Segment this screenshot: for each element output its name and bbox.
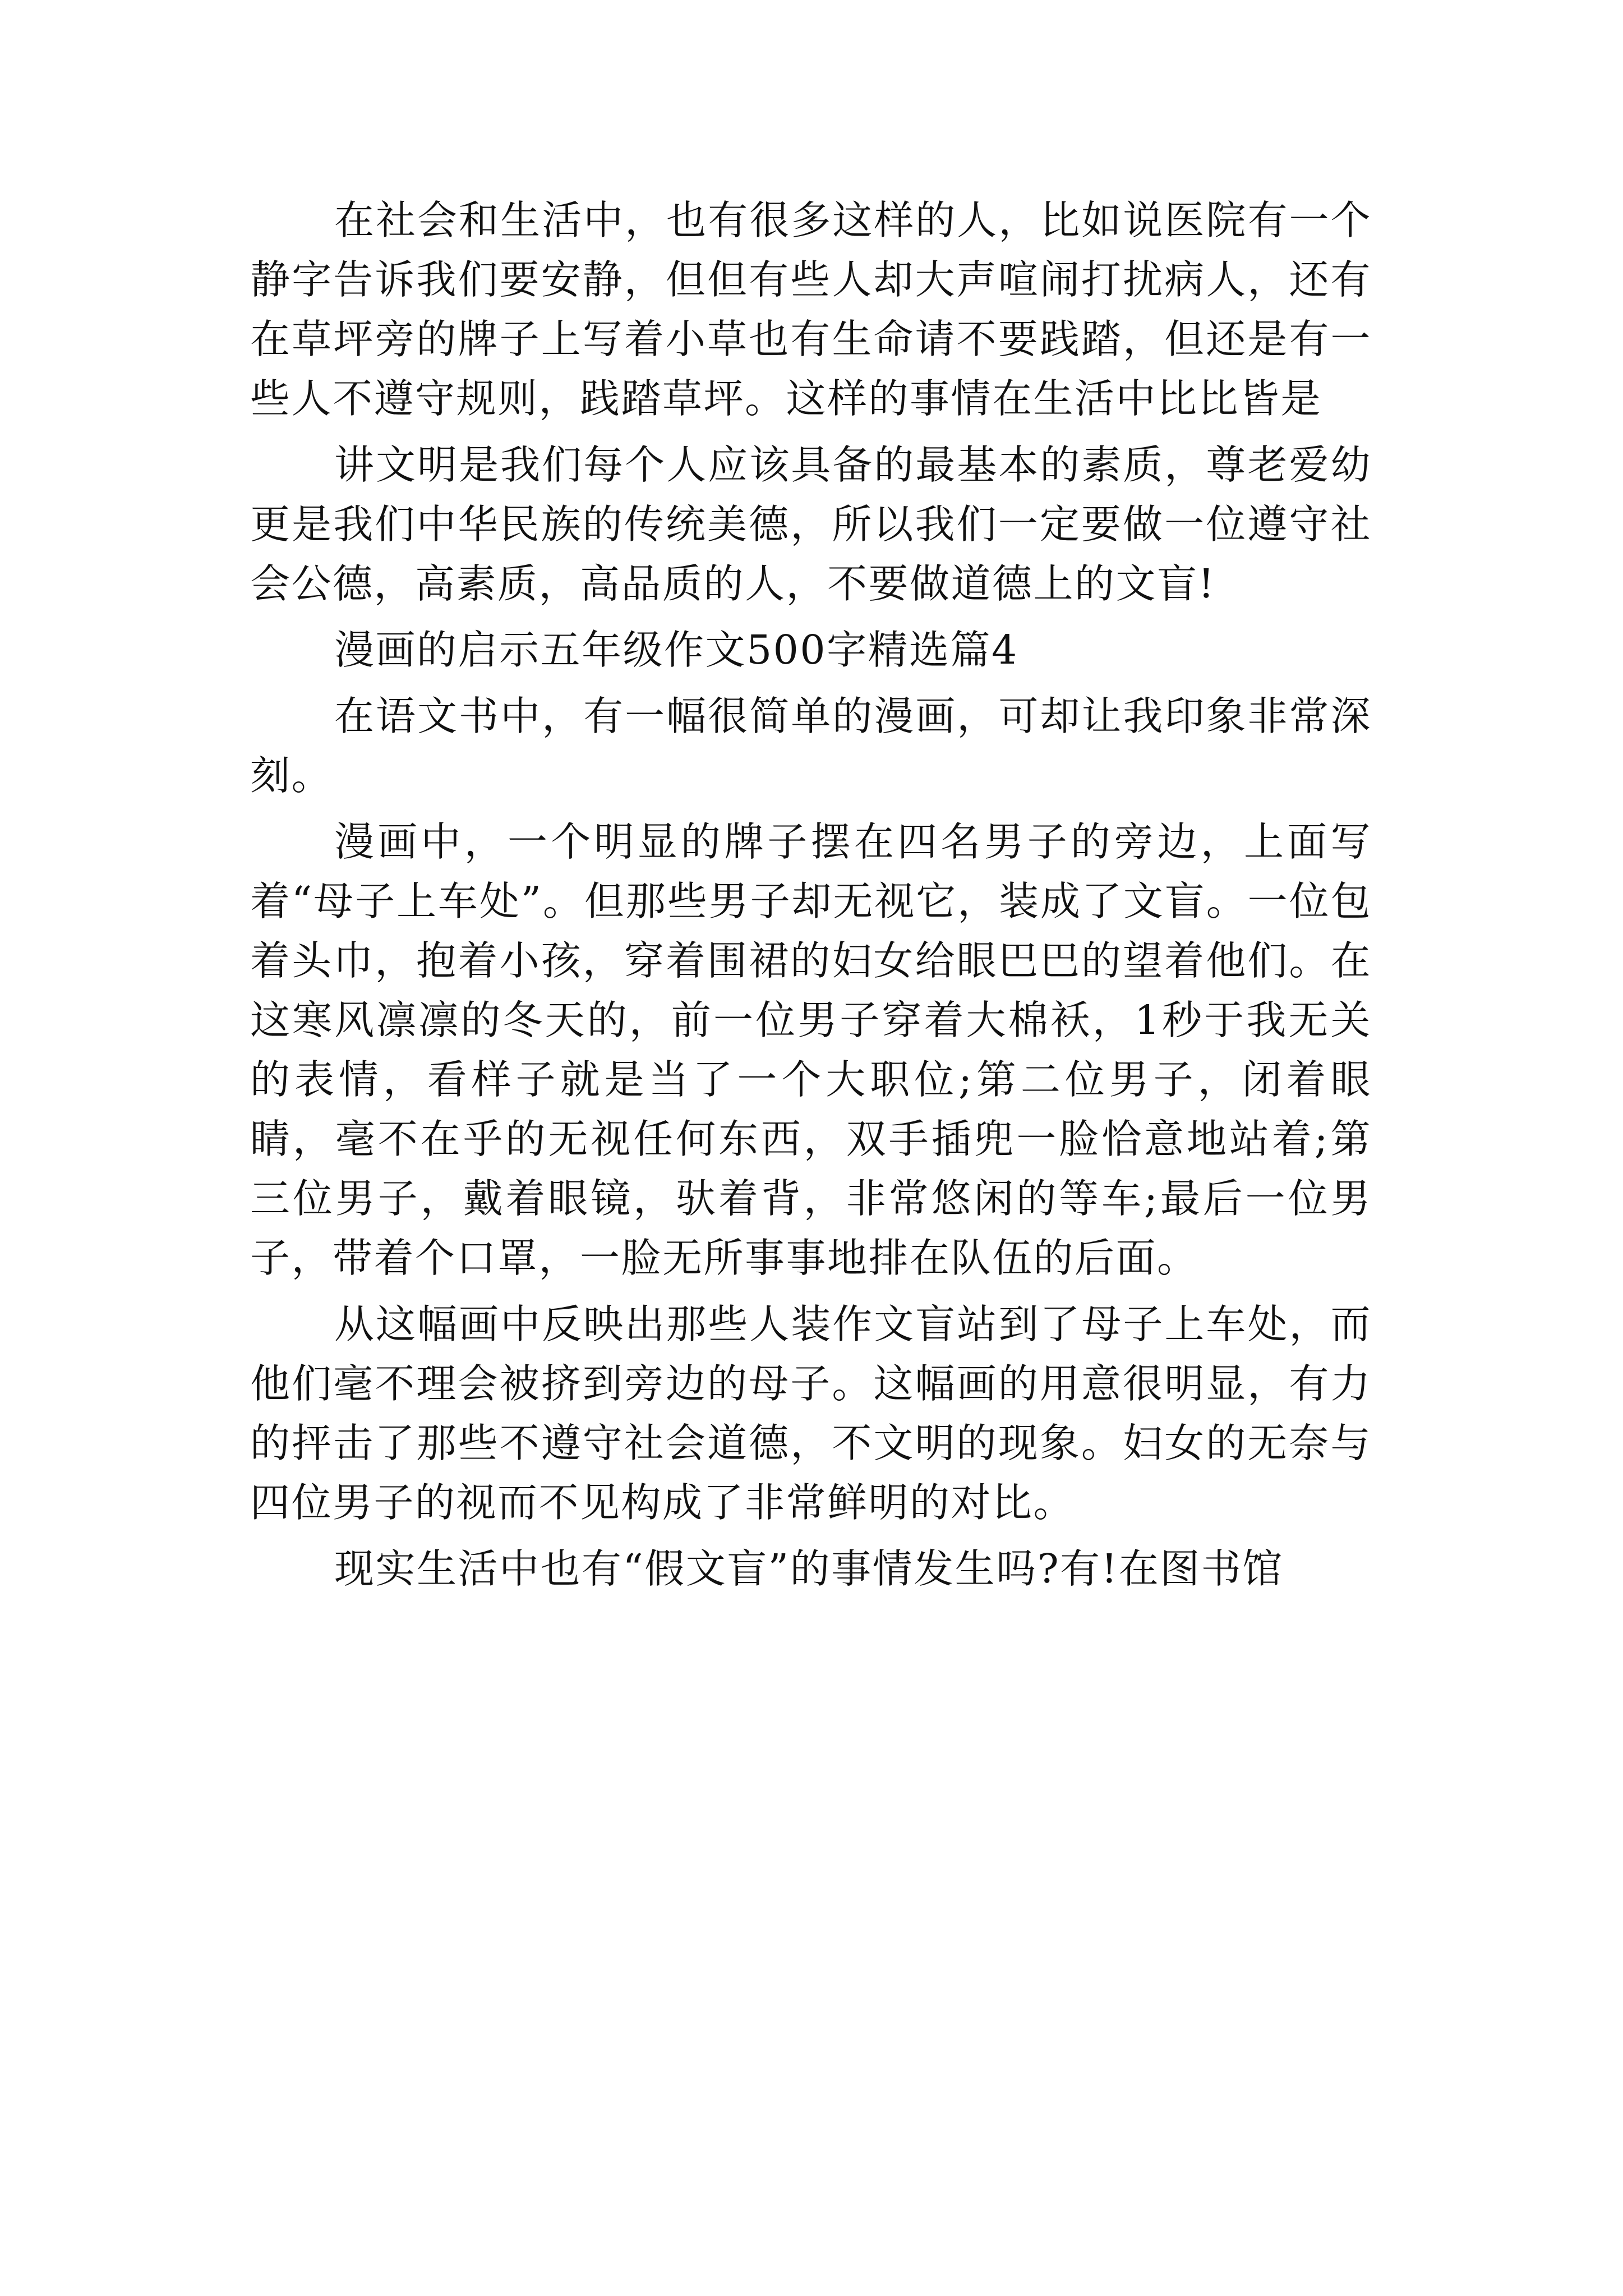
- section-heading: 漫画的启示五年级作文500字精选篇4: [334, 627, 1018, 673]
- paragraph-5: 从这幅画中反映出那些人装作文盲站到了母子上车处，而他们毫不理会被挤到旁边的母子。这幅画的用意很明显，有力的抨击了那些不遵守社会道德，不文明的现象。妇女的无奈与四位男子的视而不见构成了非常鲜明的对比。: [250, 1301, 1372, 1526]
- paragraph-2: 讲文明是我们每个人应该具备的最基本的素质，尊老爱幼更是我们中华民族的传统美德，所以我们一定要做一位遵守社会公德，高素质，高品质的人，不要做道德上的文盲!: [250, 441, 1372, 607]
- paragraph-4: 漫画中，一个明显的牌子摆在四名男子的旁边，上面写着“母子上车处”。但那些男子却无视它，装成了文盲。一位包着头巾，抱着小孩，穿着围裙的妇女给眼巴巴的望着他们。在这寒风凛凛的冬天的，前一位男子穿着大棉袄，1秒于我无关的表情，看样子就是当了一个大职位;第二位男子，闭着眼睛，毫不在乎的无视任何东西，双手插兜一脸恰意地站着;第三位男子，戴着眼镜，驮着背，非常悠闲的等车;最后一位男子，带着个口罩，一脸无所事事地排在队伍的后面。: [250, 818, 1372, 1281]
- paragraph-6: 现实生活中也有“假文盲”的事情发生吗?有!在图书馆: [334, 1545, 1284, 1592]
- paragraph-1: 在社会和生活中，也有很多这样的人，比如说医院有一个静字告诉我们要安静，但但有些人却大声喧闹打扰病人，还有在草坪旁的牌子上写着小草也有生命请不要践踏，但还是有一些人不遵守规则，践踏草坪。这样的事情在生活中比比皆是: [250, 197, 1372, 422]
- paragraph-3: 在语文书中，有一幅很简单的漫画，可却让我印象非常深刻。: [250, 693, 1372, 799]
- article-body: [250, 191, 1372, 1605]
